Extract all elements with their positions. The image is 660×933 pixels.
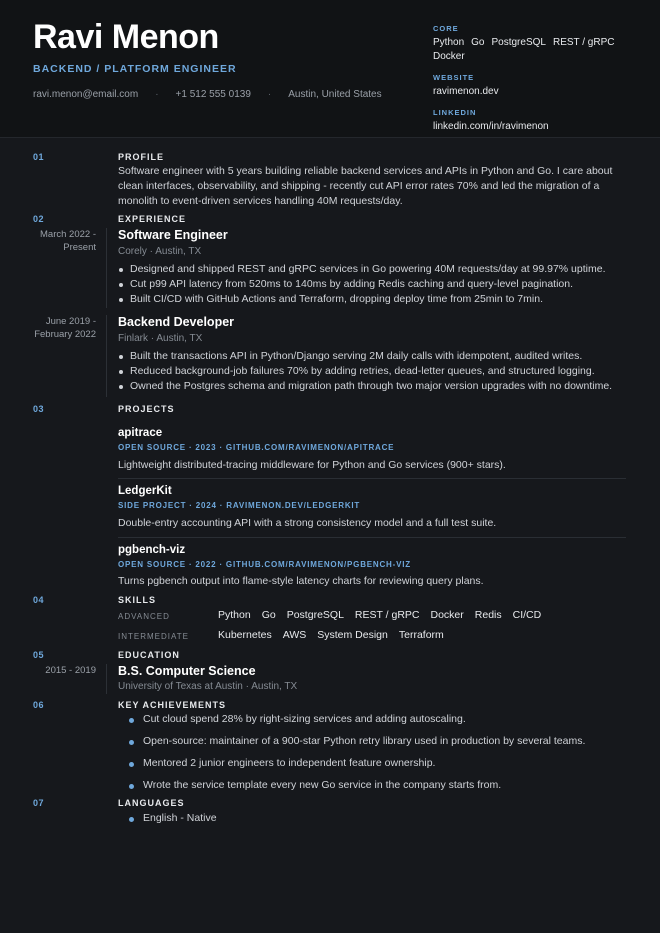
section-title-skills: SKILLS (118, 595, 157, 605)
project-name: pgbench-viz (118, 544, 186, 556)
achievement-item (130, 713, 466, 725)
timeline-divider (106, 228, 107, 308)
project-meta[interactable]: SIDE PROJECT · 2024 · RAVIMENON.DEV/LEDGERKIT (118, 501, 361, 510)
job-date (6, 228, 96, 254)
achievement-item (130, 779, 501, 791)
core-label: CORE (433, 24, 459, 33)
skill-tag: AWS (282, 629, 307, 641)
section-number: 07 (33, 798, 45, 808)
list-item: Built the transactions API in Python/Django serving 2M daily calls with idempotent, audited writes. (118, 349, 638, 364)
header-sidebar (433, 24, 653, 134)
achievement-item (130, 735, 585, 747)
section-number: 05 (33, 650, 45, 660)
achievement-text: Mentored 2 junior engineers to independent feature ownership. (143, 757, 436, 769)
skill-tag: CI/CD (512, 609, 542, 621)
skill-tag: REST / gRPC (354, 609, 420, 621)
skill-tag: Python (218, 609, 251, 621)
core-skill: REST / gRPC (552, 37, 615, 48)
project-name: LedgerKit (118, 485, 172, 497)
education-date: 2015 - 2019 (45, 665, 96, 676)
separator: · (155, 89, 159, 100)
core-skill: PostgreSQL (491, 37, 546, 48)
skill-tag: PostgreSQL (286, 609, 344, 621)
achievement-item (130, 757, 435, 769)
list-item: Cut p99 API latency from 520ms to 140ms by adding Redis caching and query-level pagination. (118, 277, 638, 292)
email[interactable]: ravi.menon@email.com (33, 89, 139, 100)
section-title-projects: PROJECTS (118, 404, 175, 414)
section-title-profile: PROFILE (118, 152, 165, 162)
list-item: Designed and shipped REST and gRPC services in Go powering 40M requests/day at 99.97% uptime. (118, 262, 638, 277)
skill-tag: System Design (317, 629, 388, 641)
job-company: Corely · Austin, TX (118, 246, 202, 257)
job-bullets (118, 349, 638, 394)
project-description: Lightweight distributed-tracing middleware for Python and Go services (900+ stars). (118, 459, 506, 471)
degree: B.S. Computer Science (118, 664, 256, 678)
date-start: June 2019 - (45, 316, 96, 327)
project-description: Double-entry accounting API with a strong consistency model and a full test suite. (118, 517, 497, 529)
achievement-text: Wrote the service template every new Go service in the company starts from. (143, 779, 502, 791)
separator: · (267, 89, 272, 100)
candidate-role: BACKEND / PLATFORM ENGINEER (33, 63, 237, 75)
contact-line (33, 89, 382, 100)
job-bullets (118, 262, 638, 307)
timeline-divider (106, 315, 107, 397)
date-end: Present (63, 242, 96, 253)
job-title: Backend Developer (118, 315, 235, 329)
advanced-skills (218, 609, 552, 621)
skill-tag: Go (261, 609, 276, 621)
job-company: Finlark · Austin, TX (118, 333, 203, 344)
skill-tag: Redis (474, 609, 502, 621)
website-link[interactable]: ravimenon.dev (433, 86, 499, 97)
section-number: 02 (33, 214, 45, 224)
list-item: Reduced background-job failures 70% by adding retries, dead-letter queues, and structured logging. (118, 364, 638, 379)
skill-level-label: INTERMEDIATE (118, 632, 189, 641)
project-description: Turns pgbench output into flame-style latency charts for reviewing query plans. (118, 575, 484, 587)
linkedin-link[interactable]: linkedin.com/in/ravimenon (433, 121, 549, 132)
phone[interactable]: +1 512 555 0139 (175, 89, 251, 100)
language-text: English - Native (143, 812, 217, 824)
job-date (6, 315, 96, 341)
project-meta[interactable]: OPEN SOURCE · 2022 · GITHUB.COM/RAVIMENON/PGBENCH-VIZ (118, 560, 411, 569)
intermediate-skills (218, 629, 455, 641)
list-item: Owned the Postgres schema and migration path through two major version upgrades with no downtime. (118, 379, 638, 394)
resume-header (0, 0, 660, 138)
core-skill: Docker (433, 51, 465, 62)
core-skill: Python (433, 37, 465, 48)
skill-tag: Docker (430, 609, 464, 621)
section-title-education: EDUCATION (118, 650, 180, 660)
skill-tag: Terraform (398, 629, 444, 641)
list-item: Built CI/CD with GitHub Actions and Terraform, dropping deploy time from 25min to 7min. (118, 292, 638, 307)
achievement-text: Open-source: maintainer of a 900-star Python retry library used in production by several teams. (143, 735, 586, 747)
section-number: 04 (33, 595, 45, 605)
profile-text: Software engineer with 5 years building reliable backend services and APIs in Python and Go. I care about clean interfaces, observability, and shipping - recently cut API error rates 70% and led the migration of a monolith to event-driven services handling 40M requests/day. (118, 165, 613, 207)
timeline-divider (106, 664, 107, 694)
project-divider (118, 537, 626, 538)
section-number: 03 (33, 404, 45, 414)
school: University of Texas at Austin · Austin, TX (118, 681, 298, 692)
date-end: February 2022 (34, 329, 96, 340)
project-meta[interactable]: OPEN SOURCE · 2023 · GITHUB.COM/RAVIMENON/APITRACE (118, 443, 395, 452)
section-number: 06 (33, 700, 45, 710)
section-title-experience: EXPERIENCE (118, 214, 187, 224)
skill-level-label: ADVANCED (118, 612, 170, 621)
core-skills (433, 36, 653, 64)
linkedin-label: LINKEDIN (433, 108, 477, 117)
achievement-text: Cut cloud spend 28% by right-sizing services and adding autoscaling. (143, 713, 466, 725)
project-divider (118, 478, 626, 479)
project-name: apitrace (118, 427, 163, 439)
language-item (130, 812, 217, 824)
section-title-achievements: KEY ACHIEVEMENTS (118, 700, 227, 710)
section-title-languages: LANGUAGES (118, 798, 185, 808)
core-skill: Go (471, 37, 485, 48)
skill-tag: Kubernetes (218, 629, 272, 641)
website-label: WEBSITE (433, 73, 475, 82)
date-start: March 2022 - (40, 229, 96, 240)
section-number: 01 (33, 152, 45, 162)
job-title: Software Engineer (118, 228, 228, 242)
location: Austin, United States (288, 89, 382, 100)
candidate-name: Ravi Menon (33, 18, 219, 56)
